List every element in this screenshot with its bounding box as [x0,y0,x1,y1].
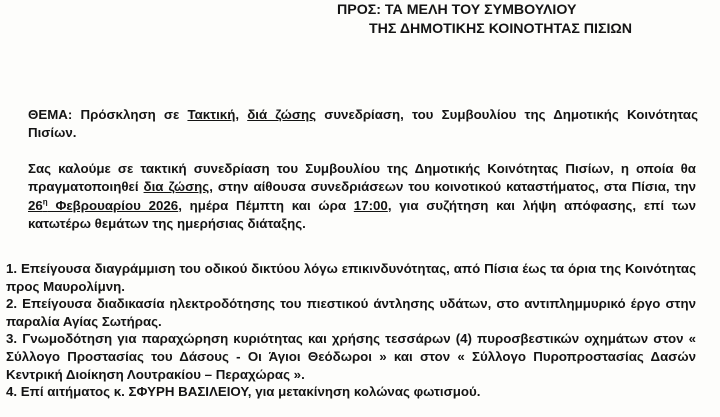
body-text-2: , στην αίθουσα συνεδριάσεων του κοινοτικού καταστήματος, στα Πίσια, την [209,179,697,195]
addressee-line-2: ΤΗΣ ΔΗΜΟΤΙΚΗΣ ΚΟΙΝΟΤΗΤΑΣ ΠΙΣΙΩΝ [369,21,633,37]
agenda-item-1: 1. Επείγουσα διαγράμμιση του οδικού δικτύου λόγω επικινδυνότητας, από Πίσια έως τα όρια της Κοινότητας προς Μαυρολίμνη. [6,261,696,294]
subject-sep: , [235,107,248,122]
meeting-time: 17:00 [353,197,388,213]
agenda-item-4: 4. Επί αιτήματος κ. ΣΦΥΡΗ ΒΑΣΙΛΕΙΟΥ, για μετακίνηση κολώνας φωτισμού. [6,384,481,400]
subject-mode: διά ζώσης [247,107,317,122]
agenda-list [6,260,696,401]
meeting-day-suffix: η [42,197,48,207]
body-text-1: Σας καλούμε σε τακτική συνεδρίαση του Συμβουλίου της Δημοτικής Κοινότητας Πισίων, η οποία θα πραγματοποιηθεί [28,161,696,195]
meeting-date [28,198,178,213]
body-mode: δια ζώσης [143,179,210,195]
agenda-item-2: 2. Επείγουσα διαδικασία ηλεκτροδότησης του πιεστικού άντλησης υδάτων, στο αντιπλημμυρικό έργο στην παραλία Αγίας Σωτήρας. [6,296,696,329]
addressee-block [337,1,632,39]
invitation-paragraph [28,160,696,234]
meeting-day: 26 [28,197,43,213]
meeting-month-year: Φεβρουαρίου 2026 [47,197,179,213]
subject-line [28,106,698,142]
subject-rest: συνεδρίαση, του Συμβουλίου της Δημοτικής Κοινότητας Πισίων. [28,107,698,140]
subject-type: Τακτική [187,107,236,122]
body-text-3: , ημέρα Πέμπτη και ώρα [178,197,354,213]
body-text-4: , για συζήτηση και λήψη απόφασης, επί των κατωτέρω θεμάτων της ημερήσιας διάταξης. [28,197,696,232]
subject-prefix: ΘΕΜΑ: Πρόσκληση σε [28,107,188,122]
agenda-item-3: 3. Γνωμοδότηση για παραχώρηση κυριότητας και χρήσης τεσσάρων (4) πυροσβεστικών οχημάτων στον « Σύλλογο Προστασίας του Δάσους - Οι Άγιοι Θεόδωροι » και στον « Σύλλογο Πυροπροστασίας Δασών Κεντρική Διοίκηση Λουτρακίου – Περαχώρας ». [6,331,696,382]
addressee-line-1: ΠΡΟΣ: ΤΑ ΜΕΛΗ ΤΟΥ ΣΥΜΒΟΥΛΙΟΥ [337,2,577,18]
